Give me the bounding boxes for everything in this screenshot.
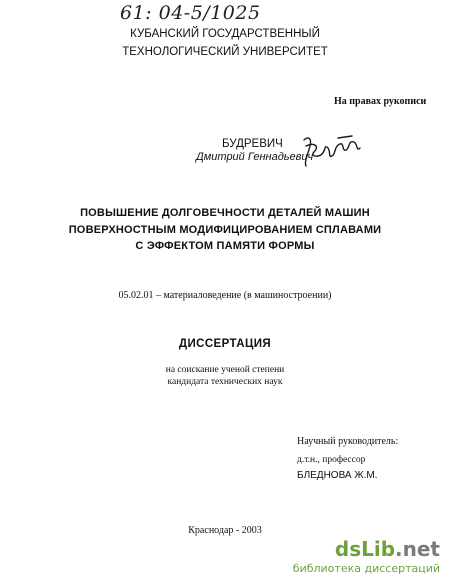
watermark-domain[interactable] <box>335 537 440 561</box>
supervisor-label: Научный руководитель: <box>297 436 399 447</box>
watermark-domain-tld: .net <box>395 537 440 561</box>
thesis-title-line-3: С ЭФФЕКТОМ ПАМЯТИ ФОРМЫ <box>135 240 315 252</box>
university-name <box>0 25 450 61</box>
author-surname: БУДРЕВИЧ <box>222 138 283 150</box>
archive-number: 61: 04-5/1025 <box>120 2 261 24</box>
university-line-2: ТЕХНОЛОГИЧЕСКИЙ УНИВЕРСИТЕТ <box>122 46 328 58</box>
supervisor-title: д.т.н., профессор <box>297 455 366 465</box>
university-line-1: КУБАНСКИЙ ГОСУДАРСТВЕННЫЙ <box>130 28 320 40</box>
document-type: ДИССЕРТАЦИЯ <box>178 338 272 350</box>
author-name: Дмитрий Геннадьевич <box>196 151 314 163</box>
author-signature <box>298 132 368 170</box>
thesis-title <box>0 205 450 255</box>
degree-description <box>0 364 450 388</box>
rights-note: На правах рукописи <box>334 96 427 107</box>
city-year: Краснодар - 2003 <box>188 525 262 536</box>
degree-line-1: на соискание ученой степени <box>165 365 285 375</box>
watermark-tagline: библиотека диссертаций <box>292 562 440 575</box>
watermark-domain-main: dsLib <box>334 537 396 561</box>
thesis-title-line-1: ПОВЫШЕНИЕ ДОЛГОВЕЧНОСТИ ДЕТАЛЕЙ МАШИН <box>80 207 370 219</box>
degree-line-2: кандидата технических наук <box>167 377 283 387</box>
specialty-code: 05.02.01 – материаловедение (в машиностроении) <box>118 290 332 301</box>
supervisor-name: БЛЕДНОВА Ж.М. <box>297 470 378 481</box>
thesis-title-line-2: ПОВЕРХНОСТНЫМ МОДИФИЦИРОВАНИЕМ СПЛАВАМИ <box>68 223 382 236</box>
